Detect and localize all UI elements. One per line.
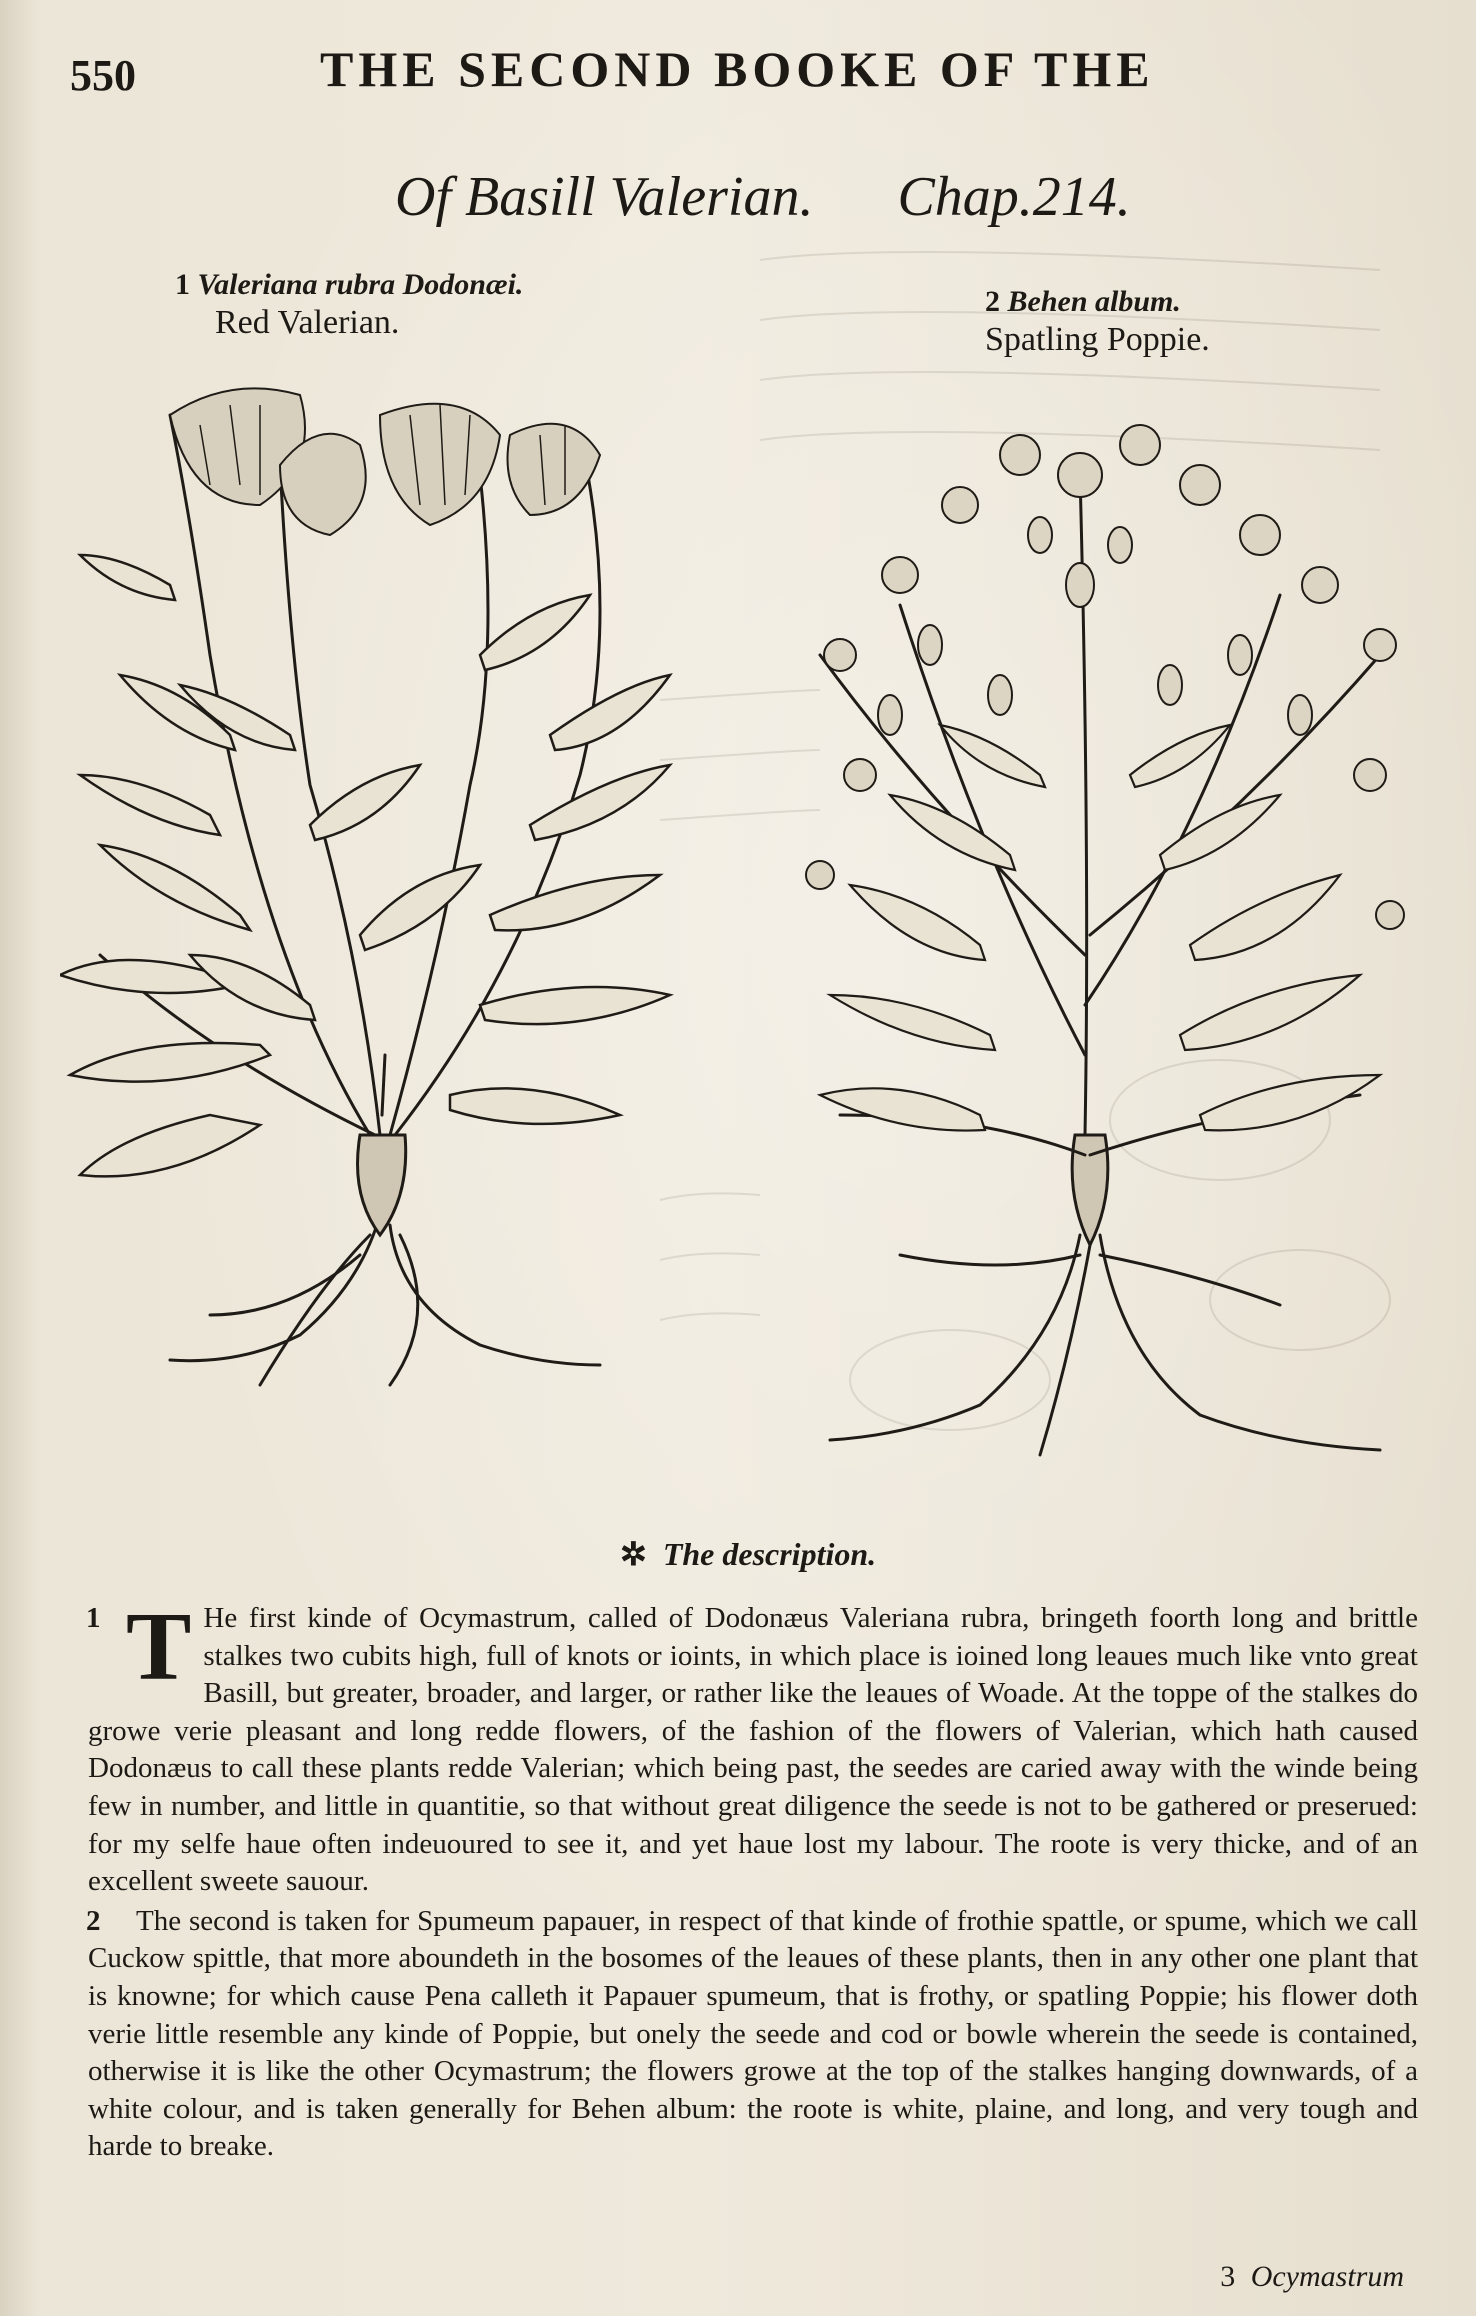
- chapter-title: [395, 165, 1131, 229]
- drop-cap: T: [126, 1593, 192, 1701]
- figure-number: 1: [175, 268, 190, 301]
- page-header: [70, 40, 1180, 110]
- figure-latin-name: Valeriana rubra Dodonæi.: [197, 268, 524, 301]
- paragraph-text: The second is taken for Spumeum papauer, in respect of that kinde of frothie spattle, or spume, which we call Cuckow spittle, that more aboundeth in the bosomes of the leaues of these plants, then in any other one plant that is knowne; for which cause Pena calleth it Papauer spumeum, that is frothy, or spatling Poppie; his flower doth verie little resemble any kinde of Poppie, but onely the seede and cod or bowle wherein the seede is contained, otherwise it is like the other Ocymastrum; the flowers growe at the top of the stalkes hanging downwards, of a white colour, and is taken generally for Behen album: the roote is white, plaine, and long, and very tough and harde to breake.: [88, 1904, 1418, 2163]
- chapter-number: Chap.214.: [897, 166, 1131, 228]
- asterism-icon: ✲: [620, 1536, 647, 1572]
- paragraph-number: 1: [86, 1602, 101, 1634]
- section-heading-text: The description.: [662, 1536, 877, 1572]
- running-head: THE SECOND BOOKE OF THE: [320, 41, 1155, 97]
- paragraph-1: [86, 1593, 1418, 1901]
- figure-english-name: Red Valerian.: [215, 304, 400, 341]
- catchword-text: Ocymastrum: [1250, 2260, 1404, 2293]
- figure-english-name: Spatling Poppie.: [985, 321, 1210, 358]
- paragraph-2: [88, 1903, 1418, 2166]
- catchword: [1220, 2260, 1404, 2294]
- red-valerian-woodcut: [60, 355, 700, 1415]
- spatling-poppie-woodcut: [780, 355, 1430, 1485]
- page-number: 550: [70, 51, 136, 100]
- figure-caption-2: [985, 285, 1210, 359]
- paragraph-number: 2: [86, 1904, 101, 1937]
- description-text: [86, 1593, 1418, 2166]
- paragraph-text: He first kinde of Ocymastrum, called of Dodonæus Valeriana rubra, bringeth foorth long and brittle stalkes two cubits high, full of knots or ioints, in which place is ioined long leaues much like vnto great Basill, but greater, broader, and larger, or rather like the leaues of Woade. At the toppe of the stalkes do growe verie pleasant and long redde flowers, of the fashion of the flowers of Valerian, which hath caused Dodonæus to call these plants redde Valerian; which being past, the seedes are caried away with the winde being few in number, and little in quantitie, so that without great diligence the seede is not to be gathered or preserued: for my selfe haue often indeuoured to see it, and yet haue lost my labour. The roote is very thicke, and of an excellent sweete sauour.: [88, 1602, 1418, 1898]
- chapter-name: Of Basill Valerian.: [395, 166, 814, 228]
- figure-number: 2: [985, 285, 1000, 318]
- catchword-number: 3: [1220, 2260, 1236, 2293]
- section-heading: [620, 1535, 876, 1573]
- figure-caption-1: [175, 268, 523, 342]
- figure-latin-name: Behen album.: [1007, 285, 1181, 318]
